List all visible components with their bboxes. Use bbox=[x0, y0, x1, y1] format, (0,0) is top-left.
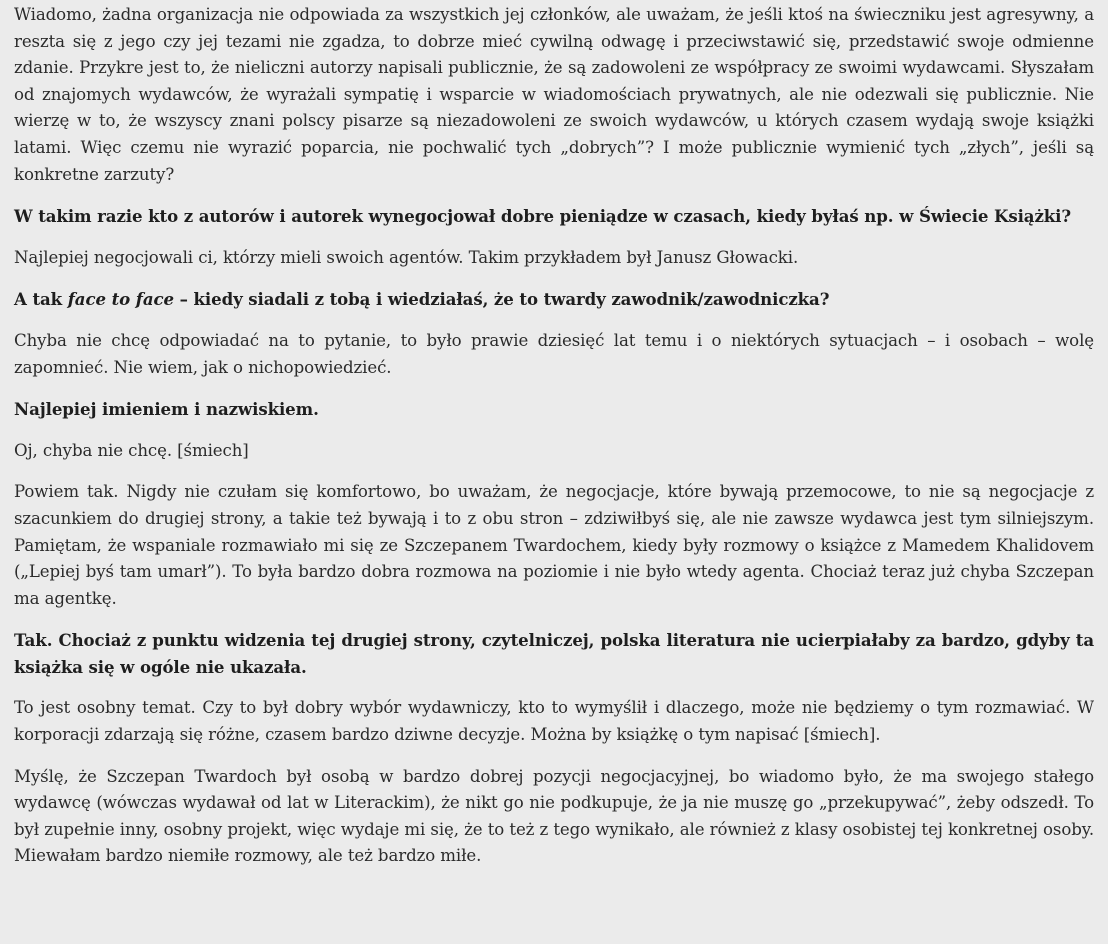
answer-paragraph: Myślę, że Szczepan Twardoch był osobą w bardzo dobrej pozycji negocjacyjnej, bo wiadomo było, że ma swojego stałego wydawcę (wówczas wydawał od lat w Literackim), że nikt go nie podkupuje, że ja nie muszę go „przekupywać”, żeby odszedł. To był zupełnie inny, osobny projekt, więc wydaje mi się, że to też z tego wynikało, ale również z klasy osobistej tej konkretnej osoby. Miewałam bardzo niemiłe rozmowy, ale też bardzo miłe. bbox=[14, 766, 1094, 866]
question-prefix: A tak bbox=[14, 289, 68, 310]
interview-article bbox=[14, 0, 1094, 870]
answer-paragraph: To jest osobny temat. Czy to był dobry wybór wydawniczy, kto to wymyślił i dlaczego, może nie będziemy o tym rozmawiać. W korporacji zdarzają się różne, czasem bardzo dziwne decyzje. Można by książkę o tym napisać [śmiech]. bbox=[14, 698, 1094, 745]
question-paragraph: Najlepiej imieniem i nazwiskiem. bbox=[14, 399, 319, 420]
answer-paragraph: Wiadomo, żadna organizacja nie odpowiada za wszystkich jej członków, ale uważam, że jeśli ktoś na świeczniku jest agresywny, a reszta się z jego czy jej tezami nie zgadza, to dobrze mieć cywilną odwagę i przeciwstawić się, przedstawić swoje odmienne zdanie. Przykre jest to, że nieliczni autorzy napisali publicznie, że są zadowoleni ze współpracy ze swoimi wydawcami. Słyszałam od znajomych wydawców, że wyrażali sympatię i wsparcie w wiadomościach prywatnych, ale nie odezwali się publicznie. Nie wierzę w to, że wszyscy znani polscy pisarze są niezadowoleni ze swoich wydawców, u których czasem wydają swoje książki latami. Więc czemu nie wyrazić poparcia, nie pochwalić tych „dobrych”? I może publicznie wymienić tych „złych”, jeśli są konkretne zarzuty? bbox=[14, 5, 1094, 184]
question-paragraph bbox=[14, 286, 1094, 313]
answer-paragraph: Najlepiej negocjowali ci, którzy mieli swoich agentów. Takim przykładem był Janusz Głowacki. bbox=[14, 247, 799, 267]
answer-paragraph: Powiem tak. Nigdy nie czułam się komfortowo, bo uważam, że negocjacje, które bywają przemocowe, to nie są negocjacje z szacunkiem do drugiej strony, a takie też bywają i to z obu stron – zdziwiłbyś się, ale nie zawsze wydawca jest tym silniejszym. Pamiętam, że wspaniale rozmawiało mi się ze Szczepanem Twardochem, kiedy były rozmowy o książce z Mamedem Khalidovem („Lepiej byś tam umarł”). To była bardzo dobra rozmowa na poziomie i nie było wtedy agenta. Chociaż teraz już chyba Szczepan ma agentkę. bbox=[14, 482, 1094, 608]
answer-paragraph: Oj, chyba nie chcę. [śmiech] bbox=[14, 440, 249, 460]
question-paragraph: Tak. Chociaż z punktu widzenia tej drugiej strony, czytelniczej, polska literatura nie ucierpiałaby za bardzo, gdyby ta książka się w ogóle nie ukazała. bbox=[14, 630, 1094, 677]
question-emphasis: face to face bbox=[67, 289, 174, 310]
question-paragraph: W takim razie kto z autorów i autorek wynegocjował dobre pieniądze w czasach, kiedy byłaś np. w Świecie Książki? bbox=[14, 206, 1071, 227]
question-suffix: – kiedy siadali z tobą i wiedziałaś, że to twardy zawodnik/zawodniczka? bbox=[173, 289, 830, 310]
answer-paragraph: Chyba nie chcę odpowiadać na to pytanie, to było prawie dziesięć lat temu i o niektórych sytuacjach – i osobach – wolę zapomnieć. Nie wiem, jak o nichopowiedzieć. bbox=[14, 330, 1094, 377]
